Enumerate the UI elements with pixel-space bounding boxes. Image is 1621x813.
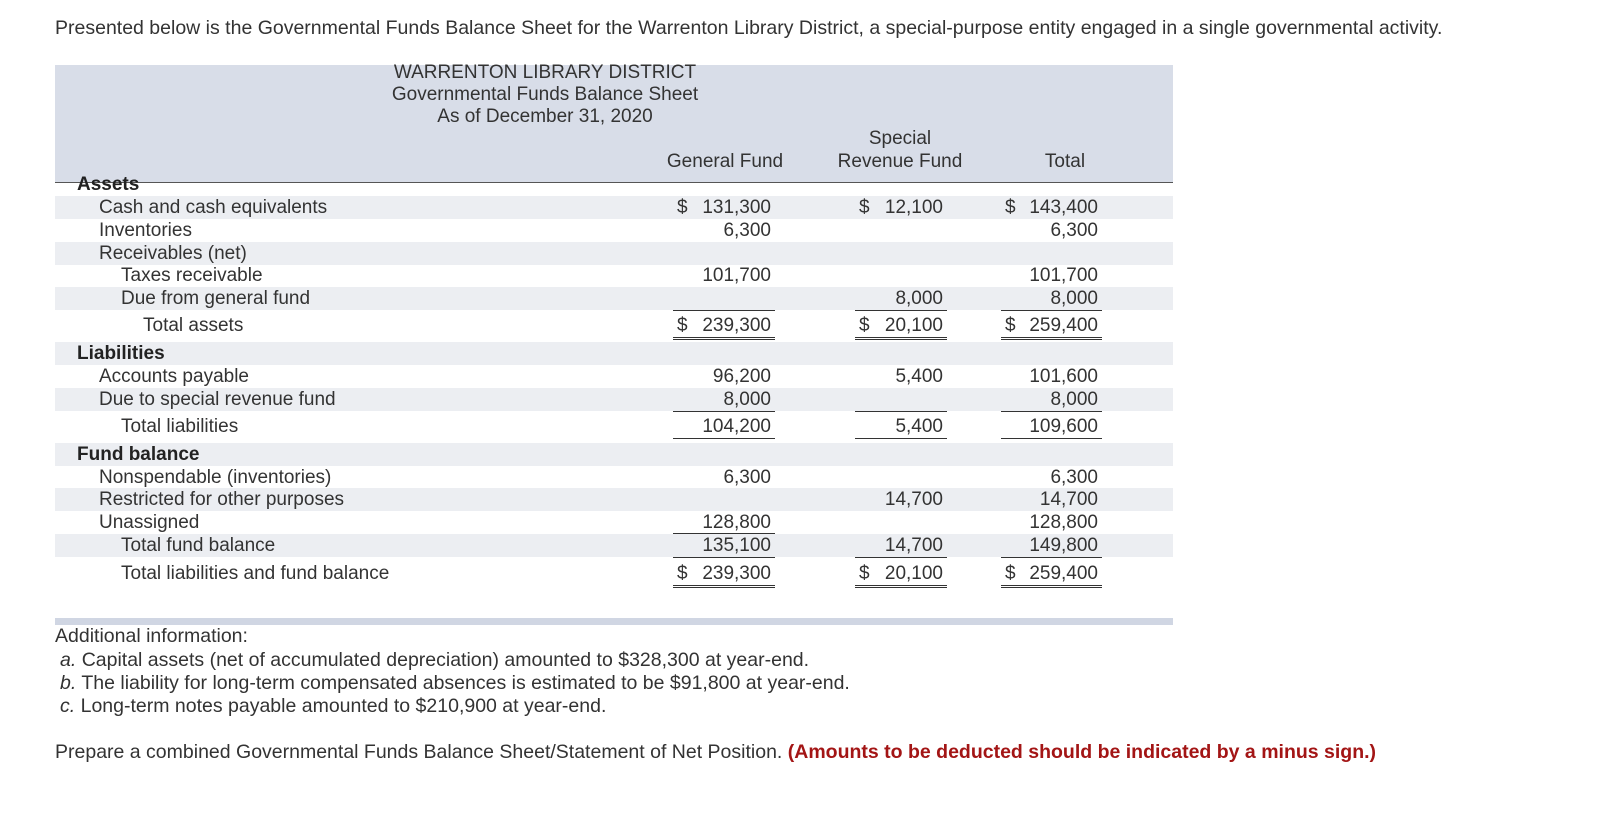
row-total-assets: Total assets $ 239,300 $ 20,100 $ 259,400: [55, 314, 1173, 337]
table-bottom-bar: [55, 618, 1173, 625]
row-total-liabilities: Total liabilities 104,200 5,400 109,600: [55, 415, 1173, 438]
row-assets-heading: Assets: [77, 174, 140, 195]
additional-info-heading: Additional information:: [55, 625, 248, 647]
additional-item-b: b. The liability for long-term compensated absences is estimated to be $91,800 at year-end.: [60, 672, 850, 694]
row-due-to-special: Due to special revenue fund 8,000 8,000: [55, 388, 1173, 411]
additional-item-c: c. Long-term notes payable amounted to $210,900 at year-end.: [60, 695, 607, 717]
row-fund-balance-heading: Fund balance: [55, 443, 1173, 466]
col-header-special-line1: Special: [868, 128, 932, 149]
row-accounts-payable: Accounts payable 96,200 5,400 101,600: [99, 366, 1098, 387]
district-title: WARRENTON LIBRARY DISTRICT: [393, 62, 697, 83]
additional-item-a: a. Capital assets (net of accumulated depreciation) amounted to $328,300 at year-end.: [60, 649, 810, 671]
sheet-title: Governmental Funds Balance Sheet: [391, 84, 699, 105]
row-taxes-receivable: Taxes receivable 101,700 101,700: [121, 265, 1098, 286]
intro-text: Presented below is the Governmental Funds Balance Sheet for the Warrenton Library District, a special-purpose entity engaged in a single governmental activity.: [55, 17, 1443, 39]
balance-sheet-table: [55, 62, 1173, 625]
row-total-liab-fund-balance: Total liabilities and fund balance $ 239,300 $ 20,100 $ 259,400: [55, 562, 1173, 585]
row-total-fund-balance: Total fund balance 135,100 14,700 149,800: [55, 534, 1173, 557]
row-restricted: Restricted for other purposes 14,700 14,700: [55, 488, 1173, 511]
row-receivables: Receivables (net): [55, 242, 1173, 265]
col-header-total: Total: [1044, 151, 1086, 172]
row-nonspendable: Nonspendable (inventories) 6,300 6,300: [99, 467, 1098, 488]
instruction-note: (Amounts to be deducted should be indicated by a minus sign.): [787, 741, 1377, 763]
row-due-from-general: Due from general fund 8,000 8,000: [55, 287, 1173, 310]
sheet-date: As of December 31, 2020: [437, 106, 653, 127]
row-liabilities-heading: Liabilities: [55, 342, 1173, 365]
row-cash: Cash and cash equivalents $ 131,300 $ 12,100 $ 143,400: [55, 196, 1173, 219]
col-header-general-fund: General Fund: [666, 151, 784, 172]
row-inventories: Inventories 6,300 6,300: [99, 220, 1098, 241]
row-unassigned: Unassigned 128,800 128,800: [99, 512, 1098, 533]
col-header-special-line2: Revenue Fund: [837, 151, 963, 172]
instruction-text: Prepare a combined Governmental Funds Balance Sheet/Statement of Net Position. (Amounts to be deducted should be indicated by a minus sign.): [55, 741, 1377, 763]
